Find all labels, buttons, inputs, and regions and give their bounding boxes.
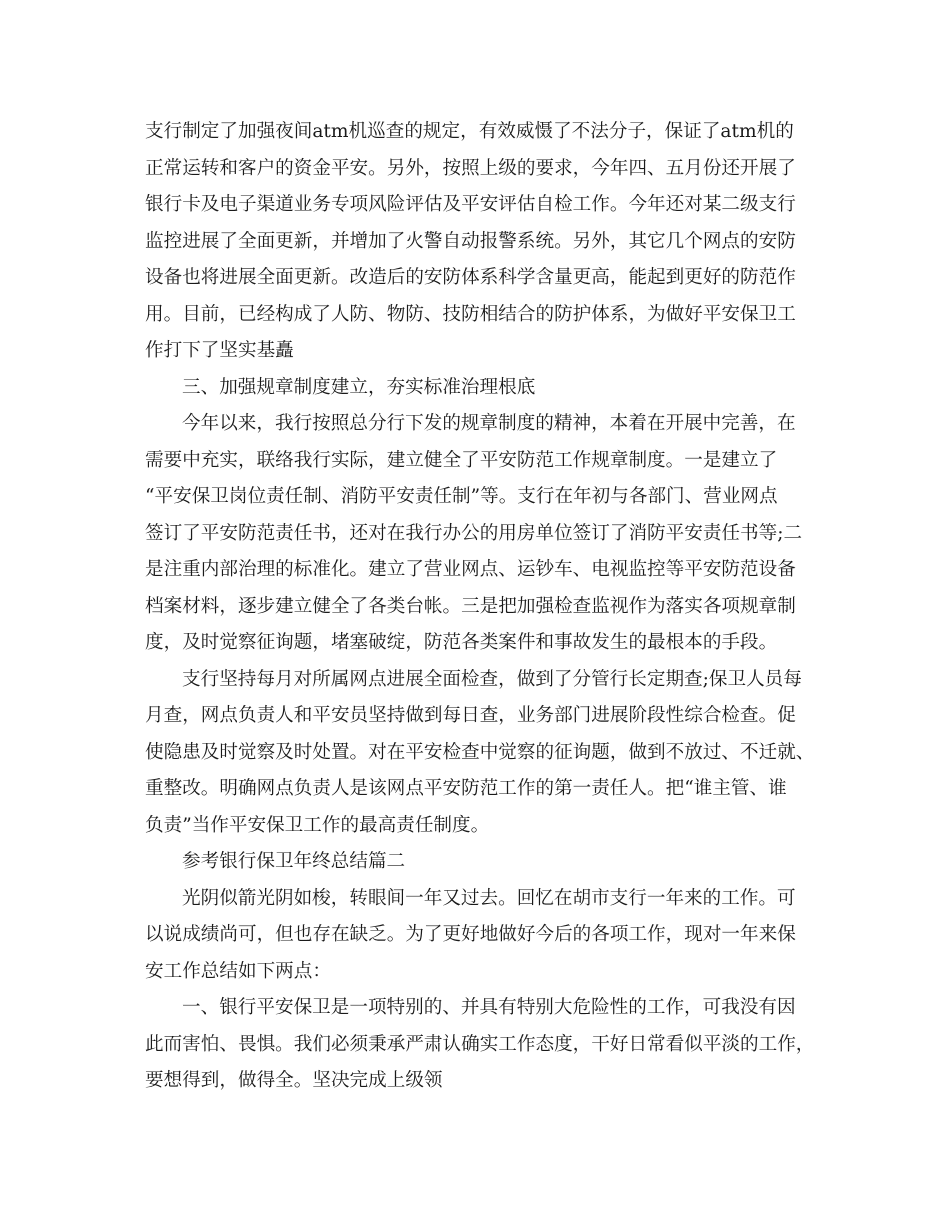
text-line: 支行制定了加强夜间atm机巡查的规定，有效威慑了不法分子，保证了atm机的 xyxy=(145,121,794,142)
text-line: 度，及时觉察征询题，堵塞破绽，防范各类案件和事故发生的最根本的手段。 xyxy=(145,632,778,653)
text-line: 使隐患及时觉察及时处置。对在平安检查中觉察的征询题，做到不放过、不迁就、 xyxy=(145,741,815,763)
text-line: “平安保卫岗位责任制、消防平安责任制”等。支行在年初与各部门、营业网点 xyxy=(145,486,778,507)
text-line: 设备也将进展全面更新。改造后的安防体系科学含量更高，能起到更好的防范作 xyxy=(145,267,796,288)
text-line: 支行坚持每月对所属网点进展全面检查，做到了分管行长定期查;保卫人员每 xyxy=(182,668,802,690)
text-line: 用。目前，已经构成了人防、物防、技防相结合的防护体系，为做好平安保卫工 xyxy=(145,303,796,325)
text-line: 此而害怕、畏惧。我们必须秉承严肃认确实工作态度，干好日常看似平淡的工作， xyxy=(145,1033,815,1055)
text-line: 今年以来，我行按照总分行下发的规章制度的精神，本着在开展中完善，在 xyxy=(182,413,796,434)
text-line: 签订了平安防范责任书，还对在我行办公的用房单位签订了消防平安责任书等;二 xyxy=(145,522,803,544)
text-line: 三、加强规章制度建立，夯实标准治理根底 xyxy=(182,376,536,398)
text-line: 作打下了坚实基矗 xyxy=(145,340,294,361)
text-line: 要想得到，做得全。坚决完成上级领 xyxy=(145,1070,443,1091)
text-line: 以说成绩尚可，但也存在缺乏。为了更好地做好今后的各项工作，现对一年来保 xyxy=(145,924,796,945)
text-line: 光阴似箭光阴如梭，转眼间一年又过去。回忆在胡市支行一年来的工作。可 xyxy=(182,887,796,909)
text-line: 需要中充实，联络我行实际，建立健全了平安防范工作规章制度。一是建立了 xyxy=(145,449,778,471)
text-line: 正常运转和客户的资金平安。另外，按照上级的要求，今年四、五月份还开展了 xyxy=(145,157,796,179)
text-line: 是注重内部治理的标准化。建立了营业网点、运钞车、电视监控等平安防范设备 xyxy=(145,559,796,580)
text-line: 负责”当作平安保卫工作的最高责任制度。 xyxy=(145,814,490,836)
text-line: 一、银行平安保卫是一项特别的、并具有特别大危险性的工作，可我没有因 xyxy=(182,997,796,1018)
document-body xyxy=(145,114,815,1100)
text-line: 重整改。明确网点负责人是该网点平安防范工作的第一责任人。把“谁主管、谁 xyxy=(145,778,787,799)
text-line: 监控进展了全面更新，并增加了火警自动报警系统。另外，其它几个网点的安防 xyxy=(145,230,796,252)
text-line: 档案材料，逐步建立健全了各类台帐。三是把加强检查监视作为落实各项规章制 xyxy=(145,595,796,617)
text-line: 月查，网点负责人和平安员坚持做到每日查，业务部门进展阶段性综合检查。促 xyxy=(145,705,796,726)
text-line: 银行卡及电子渠道业务专项风险评估及平安评估自检工作。今年还对某二级支行 xyxy=(145,194,796,215)
text-line: 安工作总结如下两点： xyxy=(145,960,331,982)
text-line: 参考银行保卫年终总结篇二 xyxy=(182,851,406,872)
